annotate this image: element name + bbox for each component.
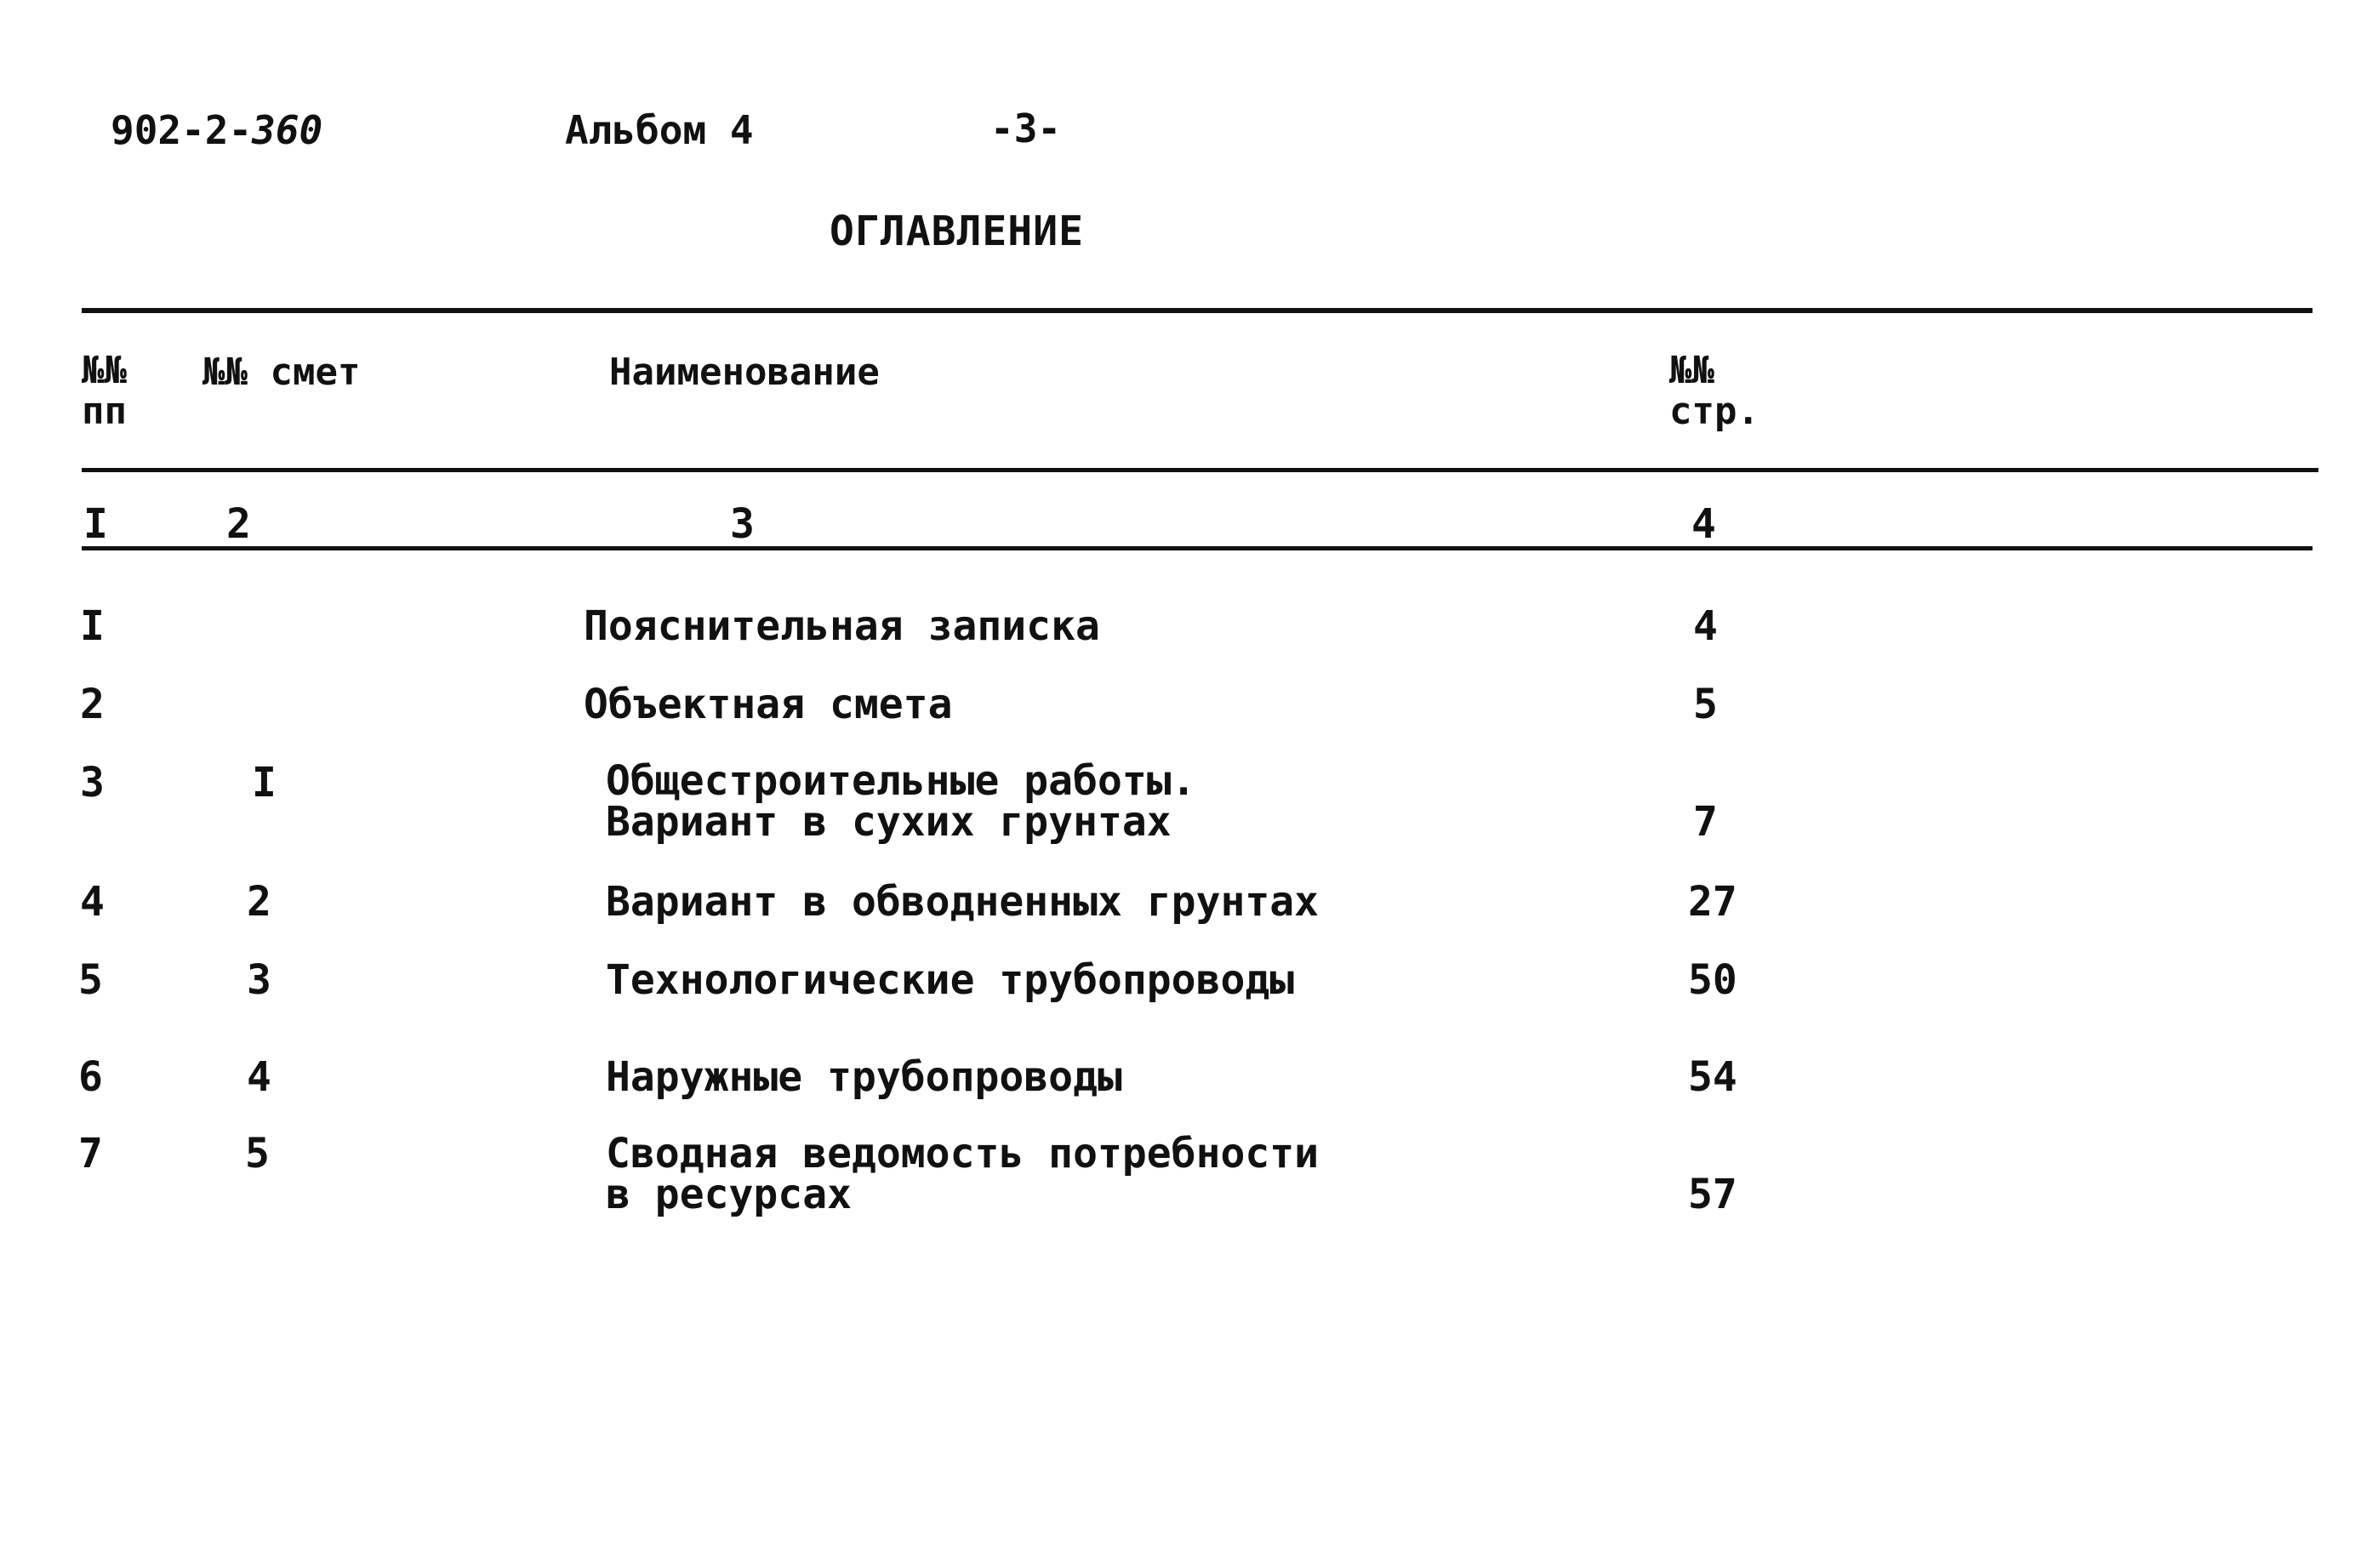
row-pp: 3 — [80, 759, 105, 807]
row-smeta: 3 — [247, 956, 271, 1004]
row-page: 50 — [1688, 956, 1737, 1004]
row-page: 27 — [1688, 878, 1737, 926]
row-name: Пояснительная записка — [584, 602, 1100, 650]
column-header-name: Наименование — [609, 351, 880, 394]
column-header-pp-line1: №№ — [82, 349, 127, 392]
column-header-pp — [82, 351, 127, 432]
row-page: 57 — [1688, 1171, 1737, 1218]
document-code-number: 360 — [252, 107, 323, 153]
row-pp: 2 — [80, 681, 105, 728]
row-smeta: I — [252, 759, 277, 807]
page-title: ОГЛАВЛЕНИЕ — [830, 208, 1084, 255]
document-code-prefix: 902-2- — [111, 107, 253, 153]
header-bottom-rule — [82, 468, 2318, 472]
row-name: Вариант в обводненных грунтах — [606, 878, 1320, 926]
column-header-page-line2: стр. — [1669, 390, 1759, 433]
column-header-smeta: №№ смет — [202, 351, 361, 394]
row-name-line2: Вариант в сухих грунтах — [606, 798, 1172, 846]
column-numbers-rule — [82, 546, 2313, 550]
row-page: 54 — [1688, 1053, 1737, 1101]
album-label: Альбом 4 — [565, 107, 754, 153]
column-header-pp-line2: пп — [82, 390, 127, 433]
row-smeta: 5 — [245, 1130, 270, 1177]
row-pp: 4 — [80, 878, 105, 926]
column-number-3: 3 — [730, 500, 755, 548]
column-header-page-line1: №№ — [1669, 349, 1714, 392]
column-number-4: 4 — [1691, 500, 1716, 548]
row-pp: 5 — [78, 956, 103, 1004]
row-name — [606, 1130, 1320, 1218]
row-page: 4 — [1693, 602, 1718, 650]
row-smeta: 4 — [247, 1053, 271, 1101]
row-pp: I — [80, 602, 105, 650]
row-name-line1: Общестроительные работы. — [606, 757, 1196, 805]
row-pp: 7 — [78, 1130, 103, 1177]
row-name — [606, 757, 1196, 846]
row-page: 5 — [1693, 681, 1718, 728]
row-pp: 6 — [78, 1053, 103, 1101]
column-number-2: 2 — [226, 500, 251, 548]
row-name: Наружные трубопроводы — [606, 1053, 1122, 1101]
table-top-rule — [82, 308, 2313, 313]
row-name-line1: Сводная ведомость потребности — [606, 1130, 1320, 1177]
row-page: 7 — [1693, 798, 1718, 846]
column-number-1: I — [83, 500, 108, 548]
page-number: -3- — [990, 105, 1062, 151]
column-header-page — [1669, 351, 1759, 432]
row-name: Технологические трубопроводы — [606, 956, 1295, 1004]
row-name: Объектная смета — [584, 681, 953, 728]
row-name-line2: в ресурсах — [606, 1171, 852, 1218]
document-code — [111, 107, 322, 153]
row-smeta: 2 — [247, 878, 271, 926]
